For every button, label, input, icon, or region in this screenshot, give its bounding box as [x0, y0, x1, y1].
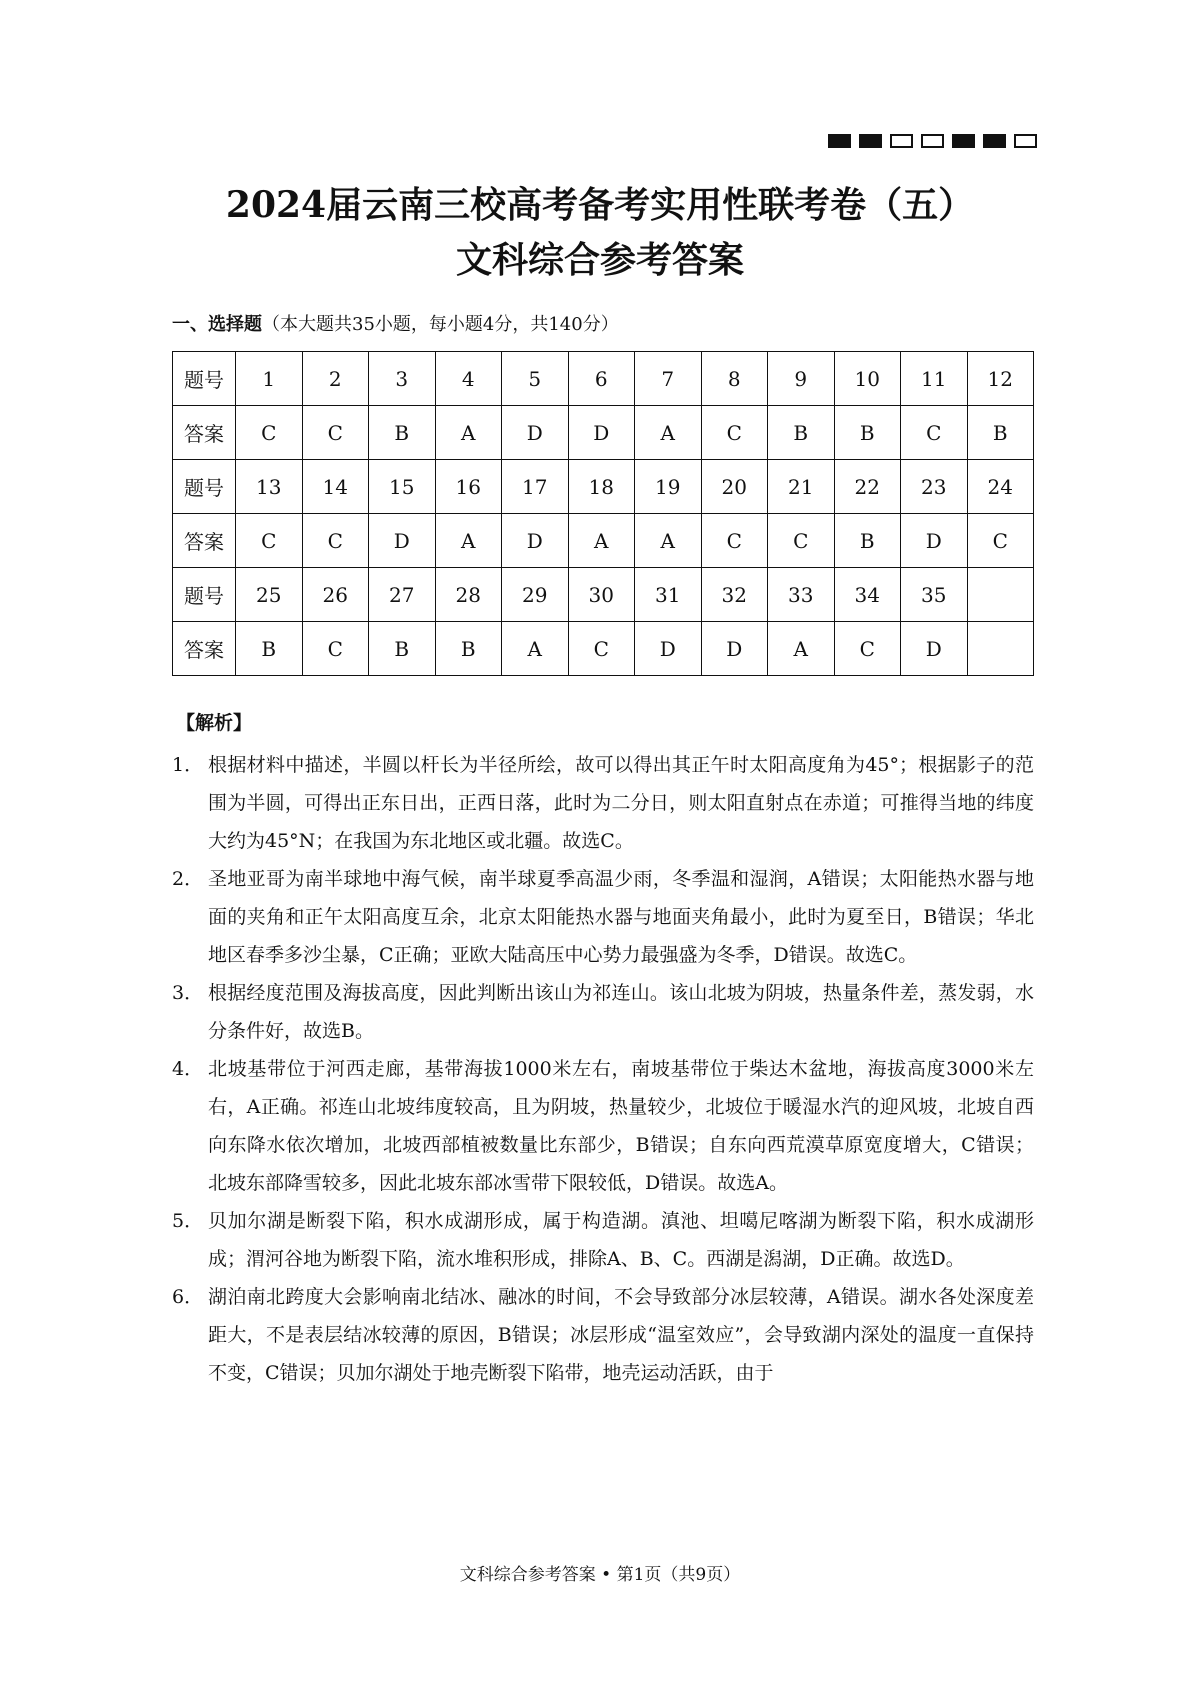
answer-cell: A — [435, 514, 502, 568]
row-label: 答案 — [173, 406, 236, 460]
question-number-row — [173, 352, 1034, 406]
answer-cell: C — [701, 514, 768, 568]
answer-cell: C — [967, 514, 1034, 568]
answer-cell: C — [302, 514, 369, 568]
question-number-cell: 15 — [369, 460, 436, 514]
answer-cell: C — [834, 622, 901, 676]
answer-cell: C — [302, 406, 369, 460]
question-number-cell: 7 — [635, 352, 702, 406]
explanation-text: 北坡基带位于河西走廊，基带海拔1000米左右，南坡基带位于柴达木盆地，海拔高度3000米左右，A正确。祁连山北坡纬度较高，且为阴坡，热量较少，北坡位于暖湿水汽的迎风坡，北坡自西向东降水依次增加，北坡西部植被数量比东部少，B错误；自东向西荒漠草原宽度增大，C错误；北坡东部降雪较多，因此北坡东部冰雪带下限较低，D错误。故选A。 — [208, 1058, 1034, 1194]
answer-cell: B — [967, 406, 1034, 460]
question-number-cell: 30 — [568, 568, 635, 622]
answer-cell: A — [568, 514, 635, 568]
page-footer: 文科综合参考答案 • 第1页（共9页） — [459, 1565, 741, 1585]
question-number-cell: 28 — [435, 568, 502, 622]
question-number-cell: 35 — [901, 568, 968, 622]
explanations — [172, 746, 1034, 1392]
answer-row — [173, 406, 1034, 460]
row-label: 答案 — [173, 514, 236, 568]
row-label: 答案 — [173, 622, 236, 676]
mark-square — [921, 134, 944, 148]
answer-cell: A — [435, 406, 502, 460]
answer-cell: A — [635, 406, 702, 460]
question-number-cell: 16 — [435, 460, 502, 514]
answer-cell: A — [635, 514, 702, 568]
answer-cell: B — [834, 514, 901, 568]
question-number-cell: 23 — [901, 460, 968, 514]
mark-square — [859, 134, 882, 148]
question-number-cell: 10 — [834, 352, 901, 406]
answer-cell: D — [701, 622, 768, 676]
question-number-row — [173, 460, 1034, 514]
question-number-cell: 19 — [635, 460, 702, 514]
question-number-cell: 17 — [502, 460, 569, 514]
answer-cell: C — [568, 622, 635, 676]
question-number-cell: 24 — [967, 460, 1034, 514]
answer-cell: D — [901, 622, 968, 676]
question-number-cell: 8 — [701, 352, 768, 406]
question-number-cell: 33 — [768, 568, 835, 622]
answer-cell: A — [502, 622, 569, 676]
question-number-cell: 29 — [502, 568, 569, 622]
mark-square — [952, 134, 975, 148]
question-number-cell: 12 — [967, 352, 1034, 406]
explanation-number: 6． — [172, 1286, 204, 1308]
explanation-number: 2． — [172, 868, 204, 890]
answer-cell: C — [768, 514, 835, 568]
question-number-cell: 27 — [369, 568, 436, 622]
question-number-cell: 9 — [768, 352, 835, 406]
answer-cell: D — [502, 406, 569, 460]
mark-square — [983, 134, 1006, 148]
page-subtitle: 文科综合参考答案 — [455, 239, 744, 281]
question-number-cell: 26 — [302, 568, 369, 622]
answer-cell: B — [768, 406, 835, 460]
explanation-text: 贝加尔湖是断裂下陷，积水成湖形成，属于构造湖。滇池、坦噶尼喀湖为断裂下陷，积水成湖形成；渭河谷地为断裂下陷，流水堆积形成，排除A、B、C。西湖是潟湖，D正确。故选D。 — [208, 1210, 1034, 1270]
answer-row — [173, 514, 1034, 568]
explanation-text: 根据材料中描述，半圆以杆长为半径所绘，故可以得出其正午时太阳高度角为45°；根据影子的范围为半圆，可得出正东日出，正西日落，此时为二分日，则太阳直射点在赤道；可推得当地的纬度大约为45°N；在我国为东北地区或北疆。故选C。 — [208, 754, 1034, 852]
answer-cell: D — [502, 514, 569, 568]
question-number-cell: 11 — [901, 352, 968, 406]
section-label: 一、选择题 — [172, 314, 262, 335]
question-number-cell: 20 — [701, 460, 768, 514]
section-note: （本大题共35小题，每小题4分，共140分） — [262, 314, 619, 335]
explanation-item — [172, 1278, 1034, 1392]
question-number-cell: 1 — [236, 352, 303, 406]
question-number-cell: 32 — [701, 568, 768, 622]
explanation-number: 4． — [172, 1058, 204, 1080]
explanation-text: 湖泊南北跨度大会影响南北结冰、融冰的时间，不会导致部分冰层较薄，A错误。湖水各处深度差距大，不是表层结冰较薄的原因，B错误；冰层形成“温室效应”，会导致湖内深处的温度一直保持不变，C错误；贝加尔湖处于地壳断裂下陷带，地壳运动活跃，由于 — [208, 1286, 1034, 1384]
question-number-cell: 25 — [236, 568, 303, 622]
answer-cell: B — [236, 622, 303, 676]
question-number-cell: 2 — [302, 352, 369, 406]
answer-cell: D — [568, 406, 635, 460]
question-number-cell: 14 — [302, 460, 369, 514]
question-number-cell: 34 — [834, 568, 901, 622]
answer-cell: B — [369, 406, 436, 460]
answer-row — [173, 622, 1034, 676]
answer-cell: B — [834, 406, 901, 460]
section-heading — [172, 310, 619, 336]
answer-cell: C — [236, 406, 303, 460]
explanation-number: 5． — [172, 1210, 204, 1232]
explanation-number: 1． — [172, 754, 204, 776]
answer-cell: B — [369, 622, 436, 676]
answer-cell — [967, 622, 1034, 676]
explanation-number: 3． — [172, 982, 204, 1004]
explanation-item — [172, 974, 1034, 1050]
answer-cell: C — [236, 514, 303, 568]
explanation-item — [172, 1050, 1034, 1202]
question-number-cell: 5 — [502, 352, 569, 406]
row-label: 题号 — [173, 568, 236, 622]
explanation-item — [172, 860, 1034, 974]
explanation-item — [172, 1202, 1034, 1278]
answer-cell: C — [302, 622, 369, 676]
answer-table — [172, 351, 1034, 676]
analysis-heading: 【解析】 — [176, 712, 253, 734]
page-title: 2024届云南三校高考备考实用性联考卷（五） — [225, 184, 975, 226]
mark-square — [1014, 134, 1037, 148]
page-marks — [828, 134, 1037, 148]
question-number-cell: 18 — [568, 460, 635, 514]
question-number-cell: 3 — [369, 352, 436, 406]
question-number-row — [173, 568, 1034, 622]
question-number-cell: 21 — [768, 460, 835, 514]
answer-cell: C — [701, 406, 768, 460]
answer-cell: D — [901, 514, 968, 568]
answer-cell: B — [435, 622, 502, 676]
answer-cell: D — [369, 514, 436, 568]
answer-cell: A — [768, 622, 835, 676]
question-number-cell: 6 — [568, 352, 635, 406]
explanation-text: 根据经度范围及海拔高度，因此判断出该山为祁连山。该山北坡为阴坡，热量条件差，蒸发弱，水分条件好，故选B。 — [208, 982, 1034, 1042]
question-number-cell: 22 — [834, 460, 901, 514]
question-number-cell: 31 — [635, 568, 702, 622]
row-label: 题号 — [173, 352, 236, 406]
question-number-cell: 4 — [435, 352, 502, 406]
mark-square — [828, 134, 851, 148]
explanation-item — [172, 746, 1034, 860]
row-label: 题号 — [173, 460, 236, 514]
mark-square — [890, 134, 913, 148]
answer-cell: D — [635, 622, 702, 676]
question-number-cell — [967, 568, 1034, 622]
explanation-text: 圣地亚哥为南半球地中海气候，南半球夏季高温少雨，冬季温和湿润，A错误；太阳能热水器与地面的夹角和正午太阳高度互余，北京太阳能热水器与地面夹角最小，此时为夏至日，B错误；华北地区春季多沙尘暴，C正确；亚欧大陆高压中心势力最强盛为冬季，D错误。故选C。 — [208, 868, 1034, 966]
question-number-cell: 13 — [236, 460, 303, 514]
answer-cell: C — [901, 406, 968, 460]
